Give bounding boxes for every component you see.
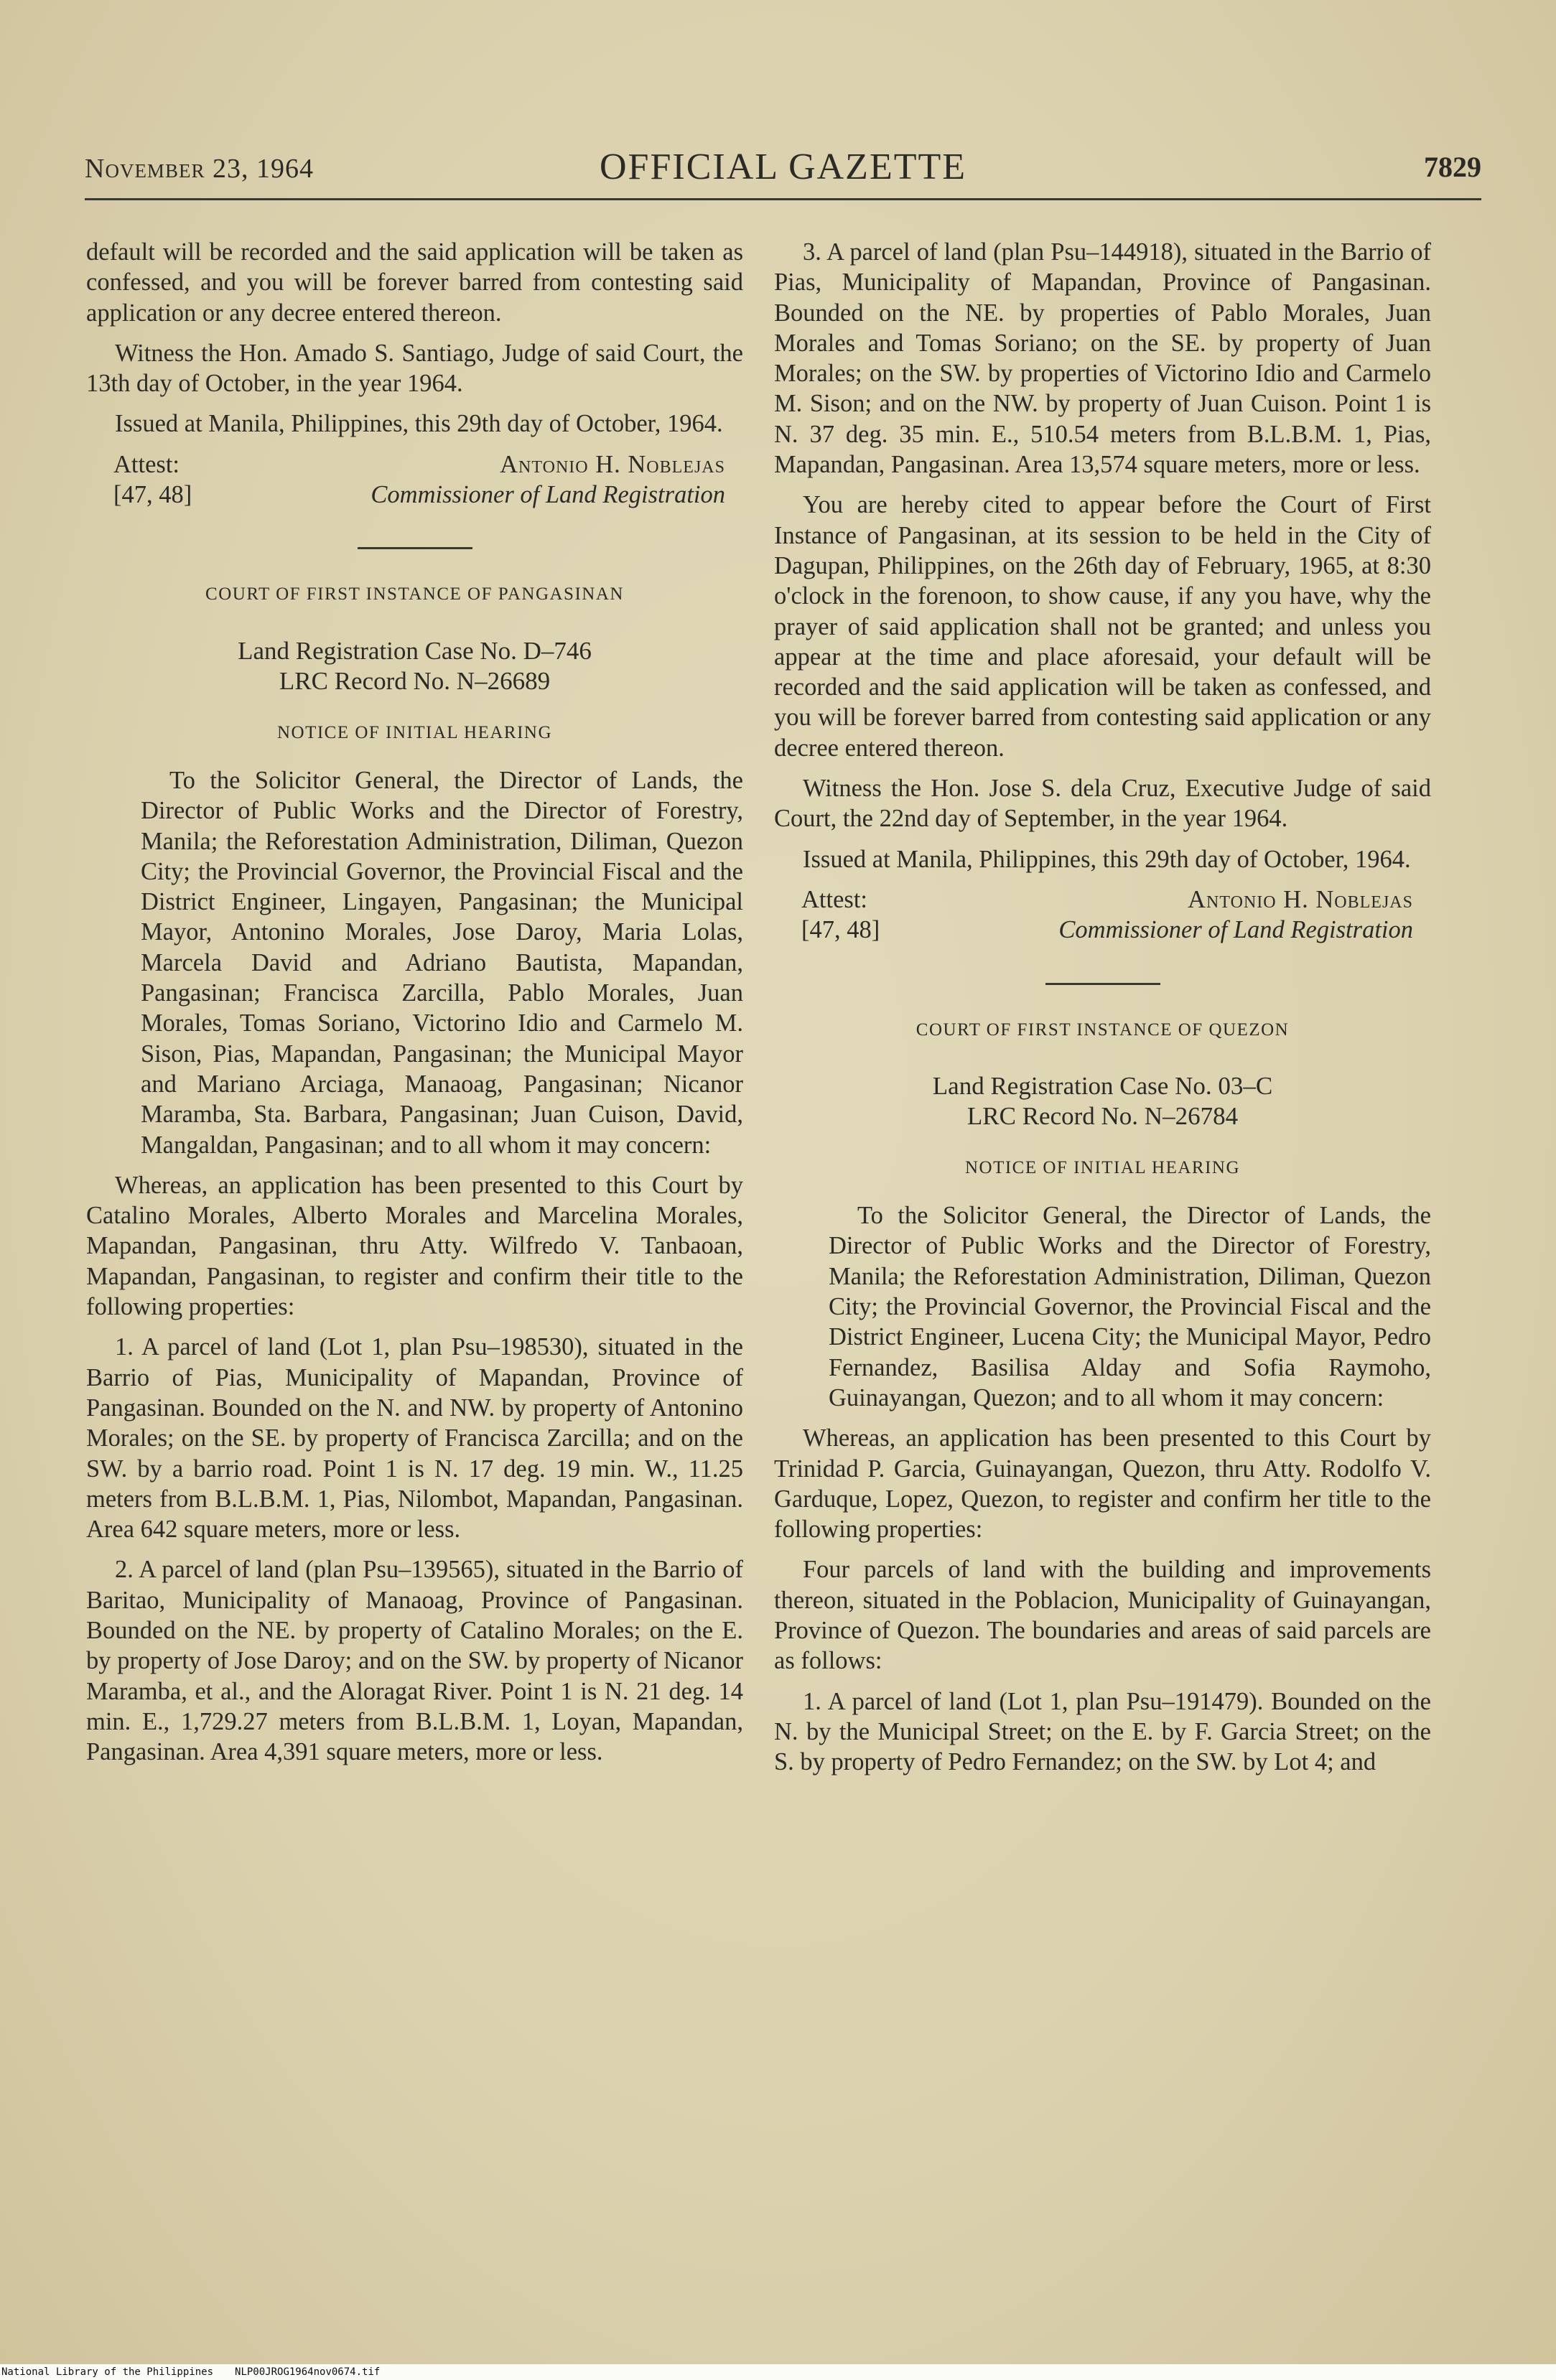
- attestation-title: [774, 915, 1431, 945]
- paragraph: Four parcels of land with the building and improvements thereon, situated in the Poblacion, Municipality of Guinayangan, Province of Quezon. The boundaries and areas of said parcels are as follows:: [774, 1556, 1431, 1675]
- scan-footer: [0, 2364, 1556, 2380]
- attest-ref: [47, 48]: [113, 481, 192, 509]
- attest-ref: [47, 48]: [801, 916, 880, 944]
- attest-name: Antonio H. Noblejas: [1188, 885, 1413, 913]
- record-number: LRC Record No. N–26689: [279, 666, 551, 695]
- attestation-title: [86, 480, 743, 510]
- file-name: NLP00JROG1964nov0674.tif: [235, 2366, 381, 2378]
- attest-label: Attest:: [801, 885, 867, 913]
- addressees: To the Solicitor General, the Director of Lands, the Director of Public Works and the Director of Forestry, Manila; the Reforestation Administration, Diliman, Quezon City; the Provincial Governor, the Provincial Fiscal and the District Engineer, Lucena City; the Municipal Mayor, Pedro Fernandez, Basilisa Alday and Sofia Raymoho, Guinayangan, Quezon; and to all whom it may concern:: [829, 1202, 1431, 1411]
- paragraph: 3. A parcel of land (plan Psu–144918), situated in the Barrio of Pias, Municipality of Mapandan, Province of Pangasinan. Bounded on the NE. by properties of Pablo Morales, Juan Morales and Tomas Soriano; on the SE. by property of Juan Morales; on the SW. by properties of Victorino Idio and Carmelo M. Sison; and on the NW. by property of Juan Cuison. Point 1 is N. 37 deg. 35 min. E., 510.54 meters from B.L.B.M. 1, Pias, Mapandan, Pangasinan. Area 13,574 square meters, more or less.: [774, 238, 1431, 479]
- attest-name: Antonio H. Noblejas: [500, 450, 725, 478]
- issue-date: November 23, 1964: [85, 154, 314, 184]
- attestation: [86, 449, 743, 480]
- paragraph: 1. A parcel of land (Lot 1, plan Psu–198530), situated in the Barrio of Pias, Municipality of Mapandan, Province of Pangasinan. Bounded on the N. and NW. by property of Antonino Morales; on the SE. by property of Francisca Zarcilla; and on the SW. by a barrio road. Point 1 is N. 17 deg. 19 min. W., 11.25 meters from B.L.B.M. 1, Pias, Nilombot, Mapandan, Pangasinan. Area 642 square meters, more or less.: [86, 1333, 743, 1544]
- paragraph: 1. A parcel of land (Lot 1, plan Psu–191479). Bounded on the N. by the Municipal Street; on the E. by F. Garcia Street; on the S. by property of Pedro Fernandez; on the SW. by Lot 4; and: [774, 1687, 1431, 1776]
- source-label: National Library of the Philippines: [1, 2366, 214, 2378]
- left-column: [86, 237, 743, 1777]
- page-header: [85, 146, 1481, 192]
- attestation: [774, 885, 1431, 915]
- record-number: LRC Record No. N–26784: [966, 1101, 1239, 1130]
- case-number: Land Registration Case No. D–746: [238, 636, 592, 665]
- paragraph: Witness the Hon. Jose S. dela Cruz, Executive Judge of said Court, the 22nd day of September, in the year 1964.: [774, 775, 1431, 833]
- paragraph: default will be recorded and the said application will be taken as confessed, and you will be forever barred from contesting said application or any decree entered thereon.: [86, 238, 743, 327]
- page-number: 7829: [1424, 151, 1481, 183]
- attest-title: Commissioner of Land Registration: [1058, 916, 1413, 944]
- notice-heading: NOTICE OF INITIAL HEARING: [276, 722, 553, 742]
- addressees: To the Solicitor General, the Director of Lands, the Director of Public Works and the Director of Forestry, Manila; the Reforestation Administration, Diliman, Quezon City; the Provincial Governor, the Provincial Fiscal and the District Engineer, Lingayen, Pangasinan; the Municipal Mayor, Antonino Morales, Jose Daroy, Maria Lolas, Marcela David and Adriano Bautista, Mapandan, Pangasinan; Francisca Zarcilla, Pablo Morales, Juan Morales, Tomas Soriano, Victorino Idio and Carmelo M. Sison, Pias, Mapandan, Pangasinan; the Municipal Mayor and Mariano Arciaga, Manaoag, Pangasinan; Nicanor Maramba, Sta. Barbara, Pangasinan; Juan Cuison, David, Mangaldan, Pangasinan; and to all whom it may concern:: [141, 766, 743, 1159]
- paragraph: Issued at Manila, Philippines, this 29th day of October, 1964.: [115, 410, 723, 438]
- notice-heading: NOTICE OF INITIAL HEARING: [964, 1157, 1241, 1177]
- attest-title: Commissioner of Land Registration: [371, 481, 725, 509]
- paragraph: Whereas, an application has been presented to this Court by Catalino Morales, Alberto Morales and Marcelina Morales, Mapandan, Pangasinan, thru Atty. Wilfredo V. Tanbaoan, Mapandan, Pangasinan, to register and confirm their title to the following properties:: [86, 1171, 743, 1321]
- paragraph: Witness the Hon. Amado S. Santiago, Judge of said Court, the 13th day of October, in the year 1964.: [86, 339, 743, 398]
- attest-label: Attest:: [113, 450, 180, 478]
- court-heading: COURT OF FIRST INSTANCE OF PANGASINAN: [205, 584, 624, 605]
- paragraph: You are hereby cited to appear before the Court of First Instance of Pangasinan, at its session to be held in the City of Dagupan, Philippines, on the 26th day of February, 1965, at 8:30 o'clock in the forenoon, to show cause, if any you have, why the prayer of said application shall not be granted; and unless you appear at the time and place aforesaid, your default will be recorded and the said application will be taken as confessed, and you will be forever barred from contesting said application or any decree entered thereon.: [774, 491, 1431, 762]
- section-divider: [1045, 983, 1160, 985]
- court-heading: COURT OF FIRST INSTANCE OF QUEZON: [916, 1019, 1290, 1040]
- header-rule: [85, 198, 1481, 200]
- paragraph: 2. A parcel of land (plan Psu–139565), situated in the Barrio of Baritao, Municipality of Manaoag, Province of Pangasinan. Bounded on the NE. by property of Catalino Morales; on the E. by property of Jose Daroy; and on the SW. by property of Nicanor Maramba, et al., and the Aloragat River. Point 1 is N. 21 deg. 14 min. E., 1,729.27 meters from B.L.B.M. 1, Loyan, Mapandan, Pangasinan. Area 4,391 square meters, more or less.: [86, 1556, 743, 1766]
- paragraph: Issued at Manila, Philippines, this 29th day of October, 1964.: [803, 845, 1411, 873]
- case-number: Land Registration Case No. 03–C: [932, 1071, 1273, 1100]
- section-divider: [358, 547, 472, 549]
- right-column: [774, 237, 1431, 1787]
- paragraph: Whereas, an application has been presented to this Court by Trinidad P. Garcia, Guinayangan, Quezon, thru Atty. Rodolfo V. Garduque, Lopez, Quezon, to register and confirm her title to the following properties:: [774, 1424, 1431, 1544]
- publication-title: OFFICIAL GAZETTE: [599, 146, 967, 187]
